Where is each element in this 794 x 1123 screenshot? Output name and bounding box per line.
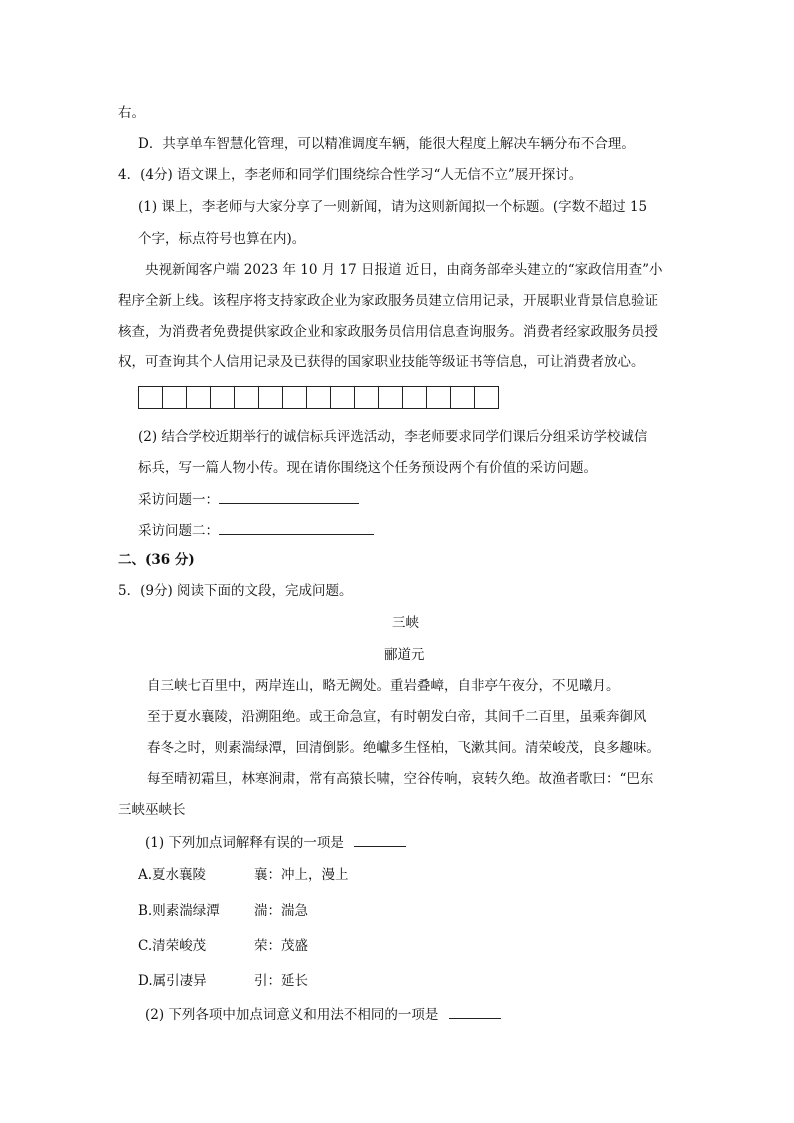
q5-header: 5．(9分) 阅读下面的文段，完成问题。	[118, 583, 353, 599]
title-answer-boxes[interactable]	[138, 386, 499, 409]
q4-part2-line2: 标兵，写一篇人物小传。现在请你围绕这个任务预设两个有价值的采访问题。	[138, 460, 597, 476]
answer-box[interactable]	[379, 386, 403, 409]
interview-question-2-blank[interactable]	[219, 520, 374, 535]
option-d-label: D.属引凄异	[138, 973, 207, 989]
news-line-2: 程序全新上线。该程序将支持家政企业为家政服务员建立信用记录，开展职业背景信息验证	[118, 293, 658, 309]
passage-para-1: 自三峡七百里中，两岸连山，略无阙处。重岩叠嶂，自非亭午夜分，不见曦月。	[147, 678, 620, 694]
passage-author: 郦道元	[384, 647, 425, 663]
top-tail-text: 右。	[118, 105, 145, 121]
interview-question-2	[138, 520, 374, 541]
answer-box[interactable]	[331, 386, 355, 409]
answer-box[interactable]	[355, 386, 379, 409]
answer-box[interactable]	[403, 386, 427, 409]
news-line-3: 核查，为消费者免费提供家政企业和家政服务员信用信息查询服务。消费者经家政服务员授	[118, 324, 658, 340]
news-line-4: 权，可查询其个人信用记录及已获得的国家职业技能等级证书等信息，可让消费者放心。	[118, 354, 645, 370]
option-d-meaning: 引：延长	[254, 973, 308, 989]
option-a-meaning: 襄：冲上，漫上	[254, 867, 349, 883]
q4-part1-line1: (1) 课上，李老师与大家分享了一则新闻，请为这则新闻拟一个标题。(字数不超过 15	[138, 199, 648, 215]
q4-part1-line2: 个字，标点符号也算在内)。	[138, 231, 306, 247]
interview-question-1-blank[interactable]	[219, 489, 359, 504]
interview-question-2-label: 采访问题二：	[138, 523, 219, 539]
passage-title: 三峡	[392, 615, 419, 631]
answer-box[interactable]	[307, 386, 331, 409]
passage-para-3-line1: 每至晴初霜旦，林寒涧肃，常有高猿长啸，空谷传响，哀转久绝。故渔者歌曰：“巴东	[147, 771, 654, 787]
option-b-label: B.则素湍绿潭	[138, 903, 220, 919]
option-a-label: A.夏水襄陵	[138, 867, 207, 883]
interview-question-1	[138, 489, 359, 510]
answer-box[interactable]	[211, 386, 235, 409]
passage-para-2-line2: 春冬之时，则素湍绿潭，回清倒影。绝巘多生怪柏，飞漱其间。清荣峻茂，良多趣味。	[147, 740, 660, 756]
answer-box[interactable]	[475, 386, 499, 409]
answer-box[interactable]	[259, 386, 283, 409]
q3-option-d: D．共享单车智慧化管理，可以精准调度车辆，能很大程度上解决车辆分布不合理。	[138, 136, 635, 152]
answer-box[interactable]	[427, 386, 451, 409]
option-a[interactable]	[138, 865, 349, 885]
option-d[interactable]	[138, 971, 308, 991]
interview-question-1-label: 采访问题一：	[138, 492, 219, 508]
answer-box[interactable]	[187, 386, 211, 409]
option-b[interactable]	[138, 901, 308, 921]
q4-header: 4．(4分) 语文课上，李老师和同学们围绕综合性学习“人无信不立”展开探讨。	[118, 167, 583, 183]
q5-sub1-blank[interactable]	[354, 832, 406, 847]
q4-part2-line1: (2) 结合学校近期举行的诚信标兵评选活动，李老师要求同学们课后分组采访学校诚信	[138, 429, 648, 445]
option-c-meaning: 荣：茂盛	[254, 938, 308, 954]
option-b-meaning: 湍：湍急	[254, 903, 308, 919]
section-two-heading: 二、(36 分)	[118, 552, 195, 568]
answer-box[interactable]	[235, 386, 259, 409]
q5-sub1-text: (1) 下列加点词解释有误的一项是	[145, 835, 344, 851]
q5-sub1	[145, 832, 406, 853]
answer-box[interactable]	[139, 386, 163, 409]
answer-box[interactable]	[283, 386, 307, 409]
option-c-label: C.清荣峻茂	[138, 938, 207, 954]
q5-sub2-blank[interactable]	[449, 1004, 501, 1019]
passage-para-3-line2: 三峡巫峡长	[118, 802, 186, 818]
passage-para-2-line1: 至于夏水襄陵，沿溯阻绝。或王命急宣，有时朝发白帝，其间千二百里，虽乘奔御风	[147, 709, 647, 725]
q5-sub2	[145, 1004, 501, 1025]
answer-box[interactable]	[451, 386, 475, 409]
answer-box[interactable]	[163, 386, 187, 409]
q5-sub2-text: (2) 下列各项中加点词意义和用法不相同的一项是	[145, 1007, 439, 1023]
news-line-1: 央视新闻客户端 2023 年 10 月 17 日报道 近日，由商务部牵头建立的“家政信用查”小	[145, 262, 663, 278]
option-c[interactable]	[138, 936, 308, 956]
